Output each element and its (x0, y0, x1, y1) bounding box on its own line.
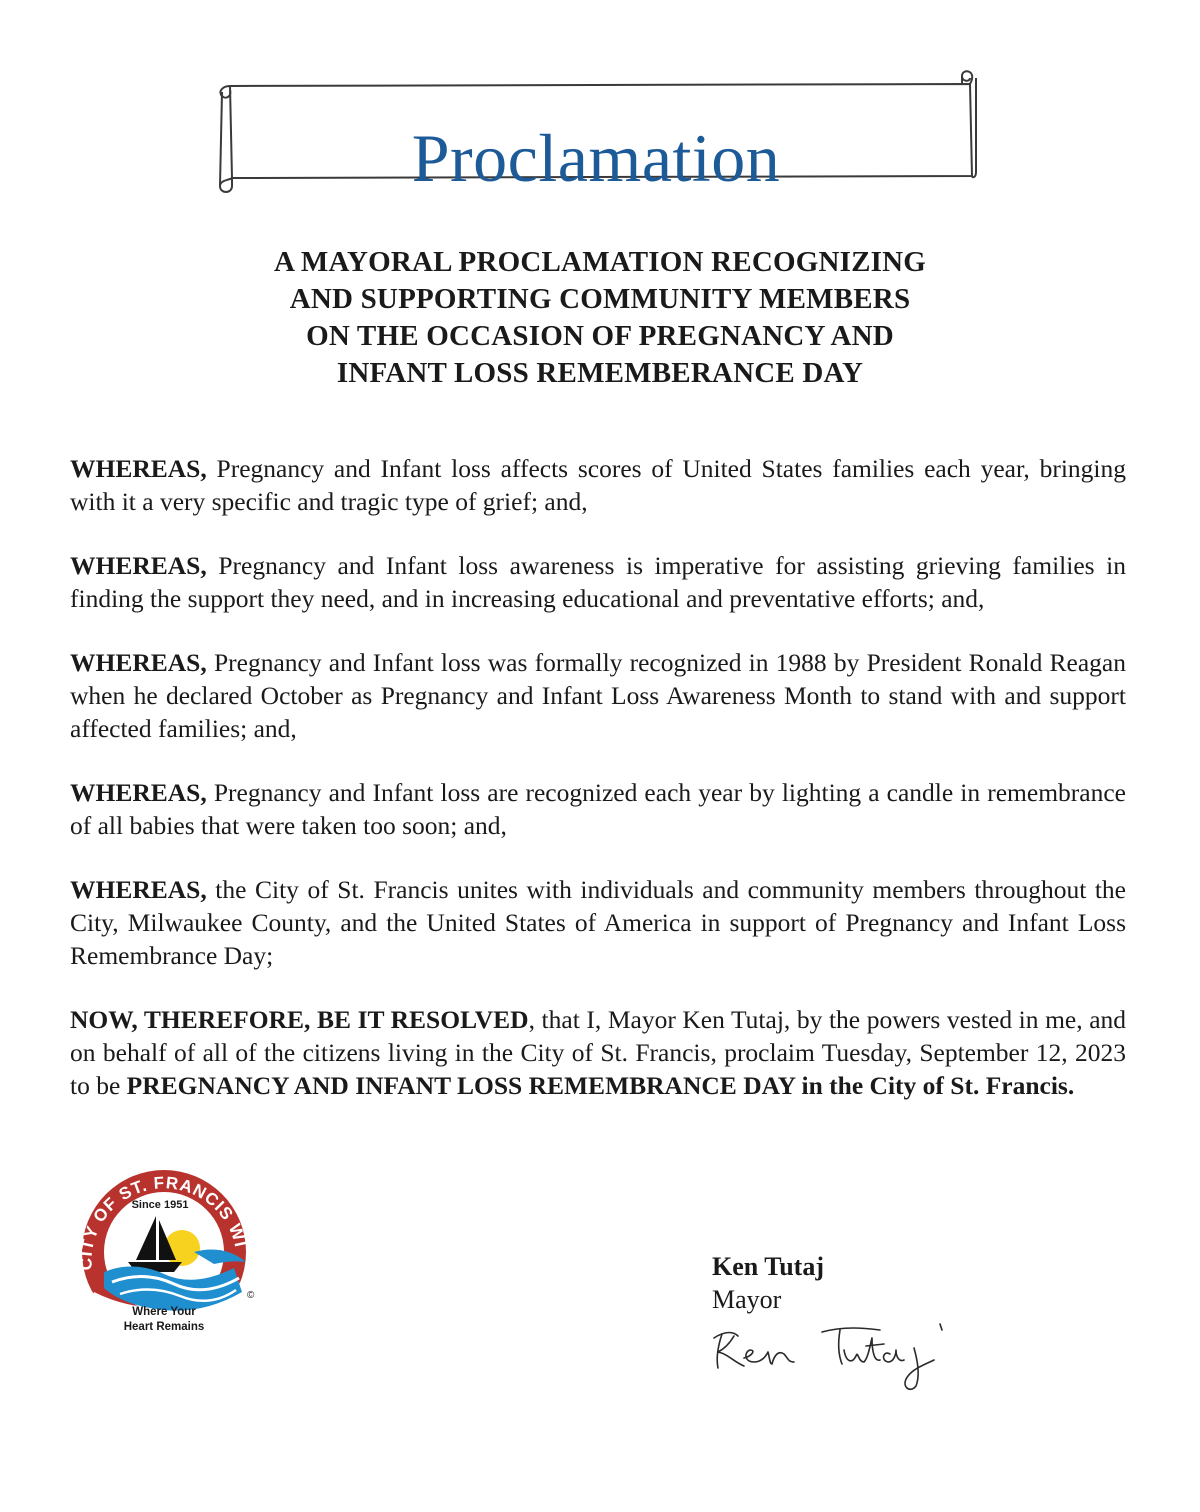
whereas-paragraph (70, 873, 1126, 972)
whereas-paragraph (70, 776, 1126, 842)
resolution-text: , that I, Mayor Ken Tutaj, by the powers vested in me, and on behalf of all of the citizens living in the City of St. Francis, proclaim Tuesday, September 12, 2023 to be (70, 1005, 1127, 1100)
whereas-paragraph (70, 549, 1126, 615)
seal-since: Since 1951 (131, 1199, 189, 1211)
heading-line: INFANT LOSS REMEMBERANCE DAY (336, 357, 864, 389)
whereas-paragraph (70, 646, 1126, 745)
whereas-text: the City of St. Francis unites with individuals and community members throughout the City, Milwaukee County, and the United States of America in support of Pregnancy and Infant Loss Remembrance Day; (70, 875, 1126, 970)
whereas-lead: WHEREAS, (70, 875, 207, 904)
whereas-text: Pregnancy and Infant loss are recognized each year by lighting a candle in remembrance of all babies that were taken too soon; and, (70, 778, 1126, 840)
proclamation-body (70, 452, 1126, 1133)
resolution-paragraph (70, 1003, 1126, 1102)
whereas-lead: WHEREAS, (70, 454, 207, 483)
whereas-paragraph (70, 452, 1126, 518)
city-seal-logo (64, 1152, 264, 1342)
heading-line: A MAYORAL PROCLAMATION RECOGNIZING (273, 246, 927, 278)
resolution-lead: NOW, THEREFORE, BE IT RESOLVED (70, 1005, 529, 1034)
seal-motto-line2: Heart Remains (123, 1321, 205, 1333)
proclamation-heading (120, 244, 1080, 392)
resolution-emphasis: PREGNANCY AND INFANT LOSS REMEMBRANCE DAY in the City of St. Francis. (126, 1071, 1075, 1100)
whereas-text: Pregnancy and Infant loss was formally recognized in 1988 by President Ronald Reagan when he declared October as Pregnancy and Infant Loss Awareness Month to stand with and support affected families; and, (70, 648, 1126, 743)
whereas-lead: WHEREAS, (70, 778, 207, 807)
title-banner (210, 66, 982, 196)
heading-line: ON THE OCCASION OF PREGNANCY AND (306, 320, 894, 352)
whereas-lead: WHEREAS, (70, 551, 207, 580)
page-title: Proclamation (411, 120, 781, 196)
whereas-text: Pregnancy and Infant loss awareness is imperative for assisting grieving families in finding the support they need, and in increasing educational and preventative efforts; and, (70, 551, 1126, 613)
banner-title-area (210, 66, 982, 196)
handwritten-signature (704, 1306, 964, 1401)
seal-copyright: © (247, 1290, 255, 1301)
heading-line: AND SUPPORTING COMMUNITY MEMBERS (289, 283, 911, 315)
whereas-text: Pregnancy and Infant loss affects scores of United States families each year, bringing with it a very specific and tragic type of grief; and, (70, 454, 1126, 516)
seal-ring-text: CITY OF ST. FRANCIS WI (76, 1173, 251, 1271)
signatory-title: Mayor (712, 1285, 782, 1314)
seal-motto-line1: Where Your (132, 1306, 196, 1318)
signatory-name: Ken Tutaj (712, 1252, 824, 1281)
whereas-lead: WHEREAS, (70, 648, 207, 677)
